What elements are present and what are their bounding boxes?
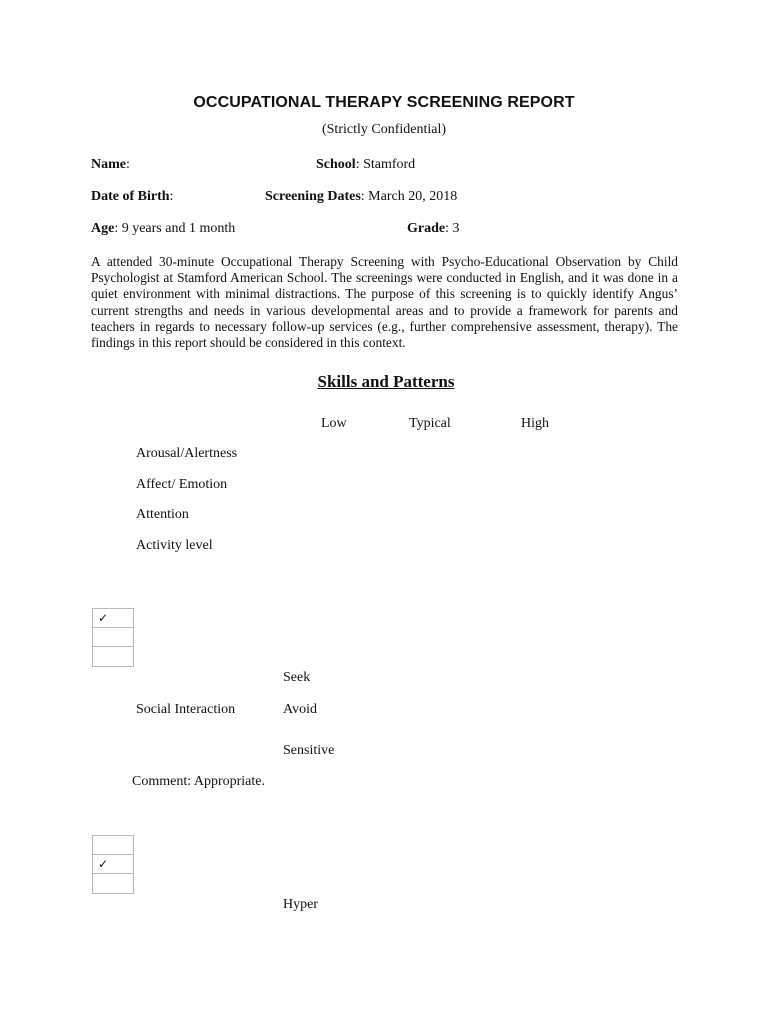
skill-row-arousal: Arousal/Alertness <box>136 446 238 461</box>
name-label: Name <box>91 157 126 172</box>
option-seek: Seek <box>283 670 311 685</box>
checkbox-cell[interactable] <box>93 874 133 893</box>
checkbox-cell[interactable]: ✓ <box>93 855 133 874</box>
checkbox-group-social <box>92 608 134 667</box>
screening-dates-value: : March 20, 2018 <box>360 189 458 204</box>
report-title: OCCUPATIONAL THERAPY SCREENING REPORT <box>193 94 575 111</box>
column-low: Low <box>321 416 347 431</box>
checkbox-cell[interactable] <box>93 647 133 666</box>
grade-value: : 3 <box>445 221 460 236</box>
name-field <box>91 157 130 173</box>
checkbox-cell[interactable] <box>93 628 133 647</box>
screening-dates-field <box>265 189 457 205</box>
option-avoid: Avoid <box>283 702 317 717</box>
column-typical: Typical <box>409 416 451 431</box>
grade-field <box>407 221 460 237</box>
skill-row-affect: Affect/ Emotion <box>136 477 228 492</box>
social-interaction-label: Social Interaction <box>136 702 236 717</box>
age-field <box>91 221 235 237</box>
option-sensitive: Sensitive <box>283 743 335 758</box>
checkbox-cell[interactable]: ✓ <box>93 609 133 628</box>
social-comment: Comment: Appropriate. <box>132 774 265 789</box>
skill-row-attention: Attention <box>136 507 189 522</box>
skill-row-activity: Activity level <box>136 538 213 553</box>
checkbox-cell[interactable] <box>93 836 133 855</box>
report-subtitle: (Strictly Confidential) <box>321 122 447 137</box>
school-value: : Stamford <box>355 157 416 172</box>
school-label: School <box>316 157 356 172</box>
age-label: Age <box>91 221 115 236</box>
age-value: : 9 years and 1 month <box>114 221 236 236</box>
grade-label: Grade <box>407 221 446 236</box>
dob-label: Date of Birth <box>91 189 170 204</box>
column-high: High <box>521 416 549 431</box>
name-value: : <box>126 157 130 172</box>
screening-dates-label: Screening Dates <box>265 189 361 204</box>
dob-value: : <box>169 189 174 204</box>
school-field <box>316 157 415 173</box>
checkbox-group-sensory <box>92 835 134 894</box>
option-hyper: Hyper <box>283 897 318 912</box>
intro-paragraph: A attended 30-minute Occupational Therapy Screening with Psycho-Educational Observation by Child Psychologist at Stamford American School. The screenings were conducted in English, and it was done in a quiet environment with minimal distractions. The purpose of this screening is to quickly identify Angus’ current strengths and needs in various developmental areas and to provide a framework for parents and teachers in regards to necessary follow-up services (e.g., further comprehensive assessment, therapy). The findings in this report should be considered in this context. <box>91 254 678 351</box>
section-title-skills: Skills and Patterns <box>317 372 455 391</box>
dob-field <box>91 189 173 205</box>
